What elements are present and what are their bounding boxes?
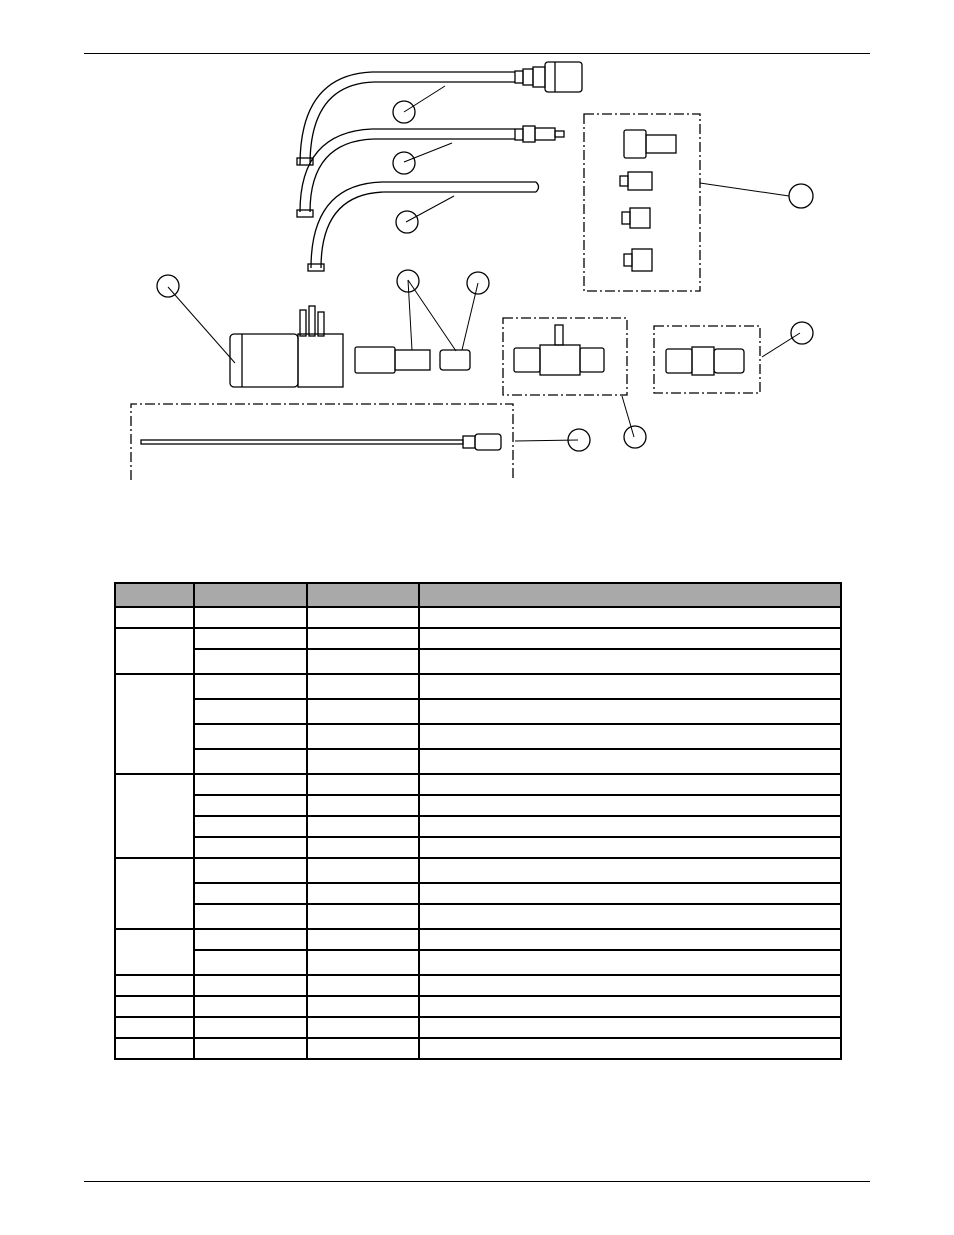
header-cell: [419, 583, 841, 607]
table-row: [115, 950, 841, 975]
wand: [141, 434, 501, 450]
fitting-kit-box: [584, 114, 700, 291]
callout-circles: [157, 101, 813, 451]
hose-1: [300, 62, 582, 165]
table-row: [115, 929, 841, 950]
table-row: [115, 724, 841, 749]
table-row: [115, 674, 841, 699]
table-row: [115, 837, 841, 858]
table-row: [115, 883, 841, 904]
table-row: [115, 795, 841, 816]
table-header-row: [115, 583, 841, 607]
coupler-pair: [355, 347, 470, 373]
fitting-kit: [620, 130, 676, 271]
table-row: [115, 649, 841, 674]
hose-2: [300, 126, 564, 212]
table-row: [115, 699, 841, 724]
table-row: [115, 858, 841, 883]
table-row: [115, 607, 841, 628]
table-row: [115, 975, 841, 996]
hose-3: [311, 182, 539, 268]
footer-rule: [84, 1181, 870, 1182]
tee-fitting-box: [503, 318, 627, 395]
table-row: [115, 1038, 841, 1059]
header-cell: [194, 583, 307, 607]
table-row: [115, 774, 841, 795]
table-row: [115, 749, 841, 774]
header-cell: [307, 583, 419, 607]
parts-table: [114, 582, 842, 1060]
table-row: [115, 628, 841, 649]
table-row: [115, 816, 841, 837]
table-row: [115, 996, 841, 1017]
wand-box: [131, 404, 513, 480]
table-row: [115, 904, 841, 929]
parts-drawing: [0, 0, 954, 500]
pump-motor: [230, 306, 343, 387]
table-row: [115, 1017, 841, 1038]
tee-fitting: [514, 325, 604, 375]
header-cell: [115, 583, 194, 607]
quick-coupler: [666, 347, 744, 375]
